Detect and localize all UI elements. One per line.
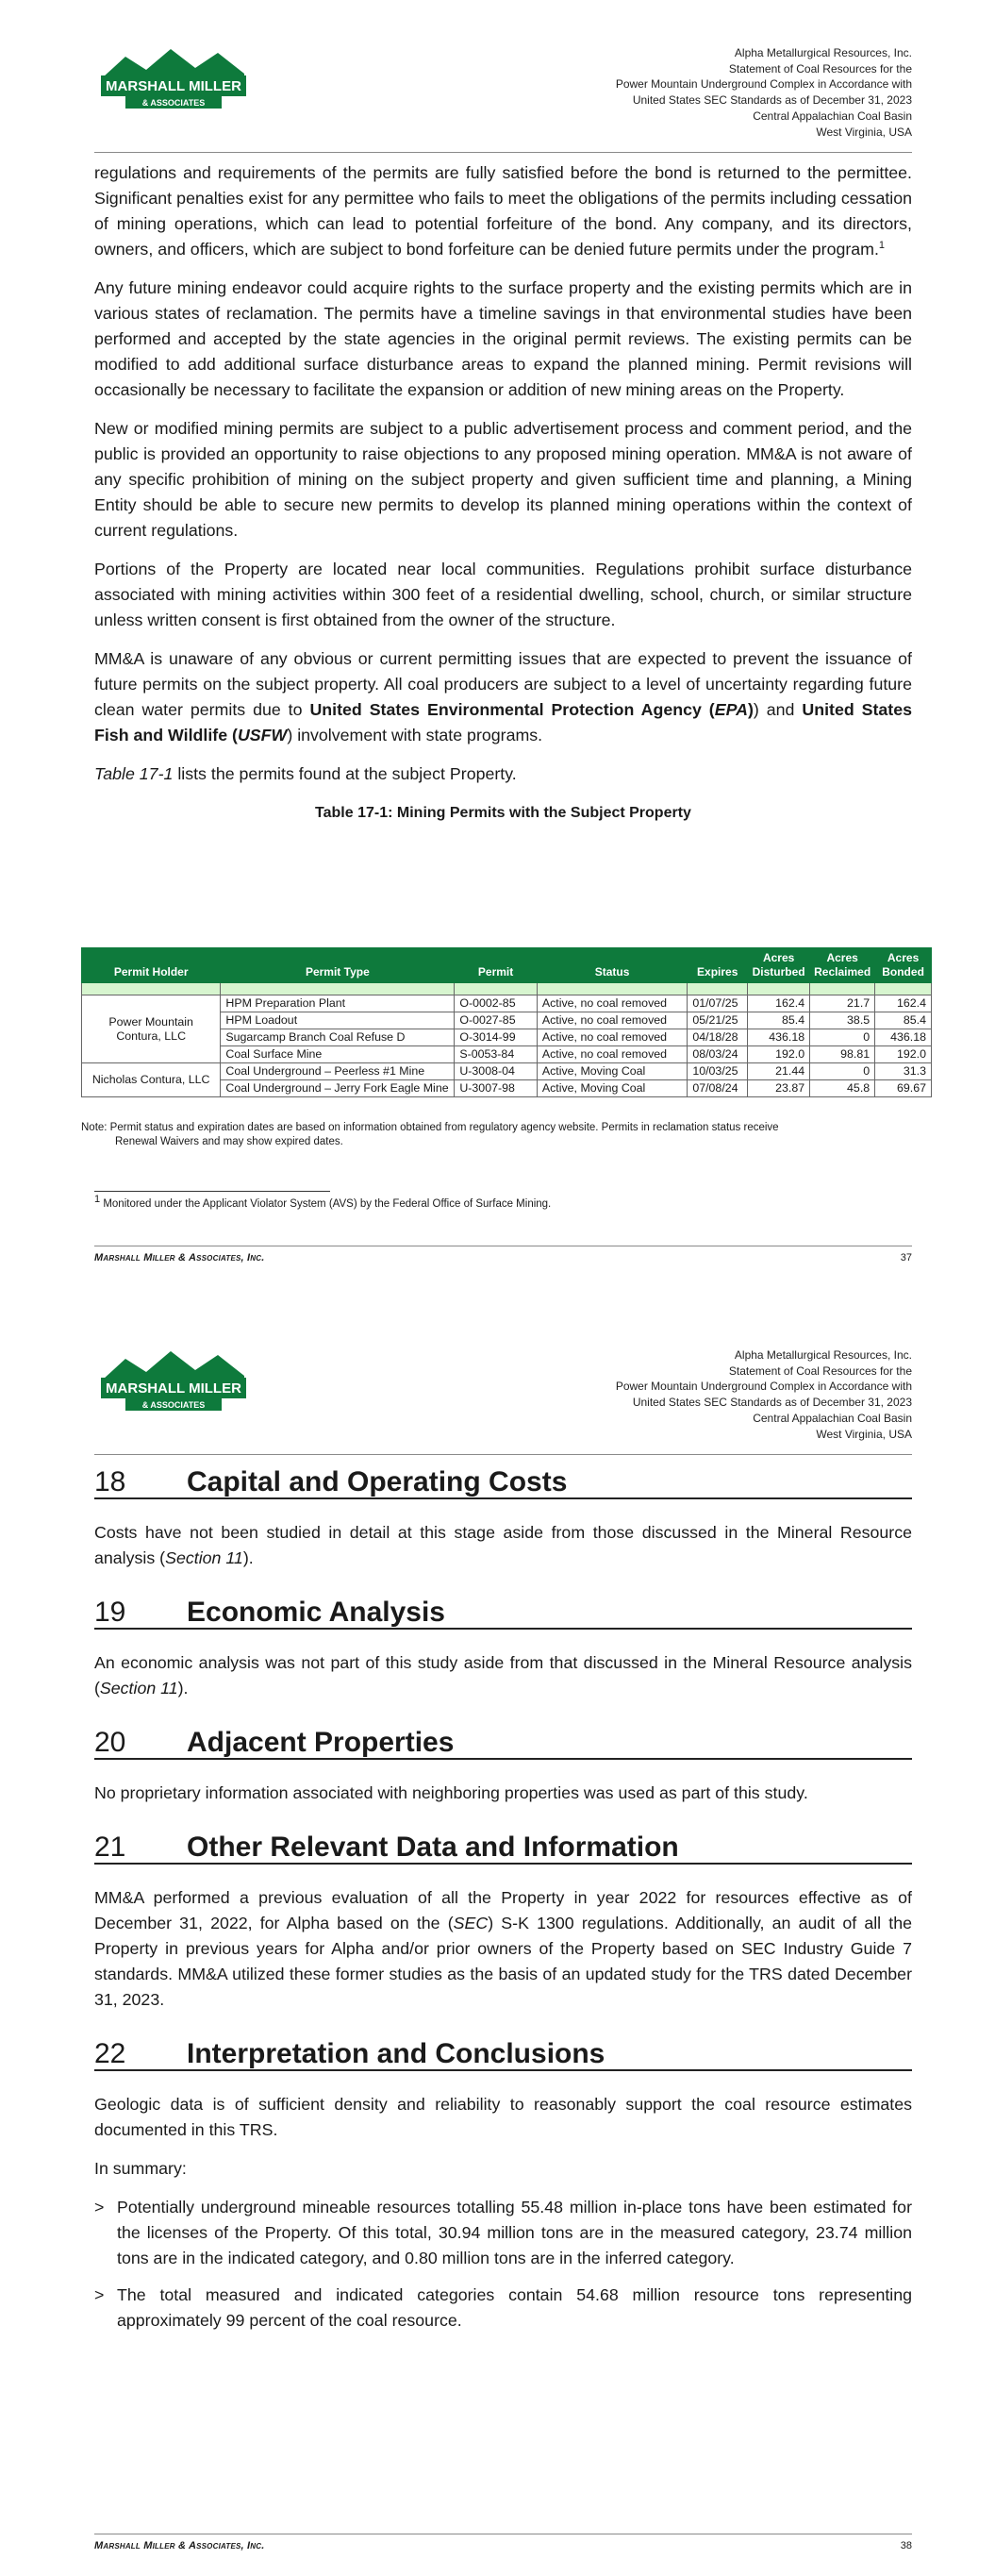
- paragraph: MM&A performed a previous evaluation of all the Property in year 2022 for resources effective as of December 31, 2022, for Alpha based on the (SEC) S-K 1300 regulations. Additionally, an audit of all the Property in previous years for Alpha and/or prior owners of the Property based on SEC Industry Guide 7 standards. MM&A utilized these former studies as the basis of an updated study for the TRS dated December 31, 2023.: [94, 1888, 912, 2009]
- col-header: Expires: [688, 948, 748, 983]
- col-header: Acres Reclaimed: [810, 948, 875, 983]
- table-row: Coal Surface Mine S-0053-84 Active, no coal removed 08/03/24 192.0 98.81 192.0: [82, 1046, 932, 1063]
- table-row: Sugarcamp Branch Coal Refuse D O-3014-99 Active, no coal removed 04/18/28 436.18 0 436.18: [82, 1029, 932, 1046]
- section-heading: 20 Adjacent Properties: [94, 1730, 912, 1760]
- page-38: [0, 1288, 995, 2576]
- table-row: Nicholas Contura, LLC Coal Underground – Peerless #1 Mine U-3008-04 Active, Moving Coal 10/03/25 21.44 0 31.3: [82, 1063, 932, 1080]
- page-footer: [94, 2534, 912, 2551]
- list-item: > The total measured and indicated categories contain 54.68 million resource tons representing approximately 99 percent of the coal resource.: [94, 2285, 912, 2330]
- footer-firm: Marshall Miller & Associates, Inc.: [94, 2540, 265, 2551]
- header-text: Alpha Metallurgical Resources, Inc. Statement of Coal Resources for the Power Mountain Underground Complex in Accordance with United States SEC Standards as of December 31, 2023 Central Appalachian Coal Basin West Virginia, USA: [615, 1348, 912, 1441]
- page-number: 38: [900, 2540, 912, 2551]
- table-row: Coal Underground – Jerry Fork Eagle Mine U-3007-98 Active, Moving Coal 07/08/24 23.87 45.8 69.67: [82, 1080, 932, 1097]
- paragraph: regulations and requirements of the permits are fully satisfied before the bond is returned to the permittee. Significant penalties exist for any permittee who fails to meet the obligations of the permits including cessation of mining operations, which can lead to potential forfeiture of the bond. Any company, and its directors, owners, and officers, which are subject to bond forfeiture can be denied future permits under the program.$^1$: [94, 163, 912, 259]
- paragraph: MM&A is unaware of any obvious or current permitting issues that are expected to prevent the issuance of future permits on the subject property. All coal producers are subject to a level of uncertainty regarding future clean water permits due to United States Environmental Protection Agency (EPA)) and United States Fish and Wildlife (USFW) involvement with state programs.: [94, 649, 912, 744]
- footnote: $^1$ Monitored under the Applicant Violator System (AVS) by the Federal Office of Surface Mining.: [94, 1194, 552, 1210]
- page-38-body: [94, 1466, 912, 2345]
- section-heading: 21 Other Relevant Data and Information: [94, 1834, 912, 1865]
- marshall-miller-logo: [97, 1344, 250, 1413]
- table-row: Power Mountain Contura, LLC HPM Preparation Plant O-0002-85 Active, no coal removed 01/07/25 162.4 21.7 162.4: [82, 995, 932, 1012]
- col-header: Status: [537, 948, 688, 983]
- paragraph: New or modified mining permits are subject to a public advertisement process and comment period, and the public is provided an opportunity to raise objections to any proposed mining operation. MM&A is not aware of any specific prohibition of mining on the subject property and given sufficient time and planning, a Mining Entity should be able to secure new permits to develop its planned mining operations within the context of current regulations.: [94, 419, 912, 540]
- page-number: 37: [900, 1252, 912, 1263]
- svg-text:MARSHALL MILLER: MARSHALL MILLER: [106, 1380, 241, 1397]
- paragraph: Costs have not been studied in detail at this stage aside from those discussed in the Mineral Resource analysis (Section 11).: [94, 1523, 912, 1567]
- page-37-body: [94, 160, 912, 835]
- section-heading: 18 Capital and Operating Costs: [94, 1469, 912, 1499]
- header-text: Alpha Metallurgical Resources, Inc. Statement of Coal Resources for the Power Mountain Underground Complex in Accordance with United States SEC Standards as of December 31, 2023 Central Appalachian Coal Basin West Virginia, USA: [615, 46, 912, 139]
- col-header: Acres Bonded: [875, 948, 932, 983]
- paragraph: In summary:: [94, 2159, 187, 2178]
- paragraph: An economic analysis was not part of this study aside from that discussed in the Mineral Resource analysis (Section 11).: [94, 1653, 912, 1698]
- permit-holder-cell: Power Mountain Contura, LLC: [82, 995, 221, 1063]
- permit-holder-cell: Nicholas Contura, LLC: [82, 1063, 221, 1097]
- paragraph: No proprietary information associated with neighboring properties was used as part of this study.: [94, 1783, 808, 1802]
- page-header: [94, 1340, 912, 1455]
- svg-text:& ASSOCIATES: & ASSOCIATES: [141, 1400, 206, 1410]
- page-header: [94, 38, 912, 153]
- footer-firm: Marshall Miller & Associates, Inc.: [94, 1252, 265, 1263]
- footnote-rule: [94, 1191, 330, 1192]
- col-header: Permit Holder: [82, 948, 221, 983]
- col-header: Acres Disturbed: [748, 948, 810, 983]
- list-item: > Potentially underground mineable resources totalling 55.48 million in-place tons have been estimated for the licenses of the Property. Of this total, 30.94 million tons are in the measured category, 23.74 million tons are in the indicated category, and 0.80 million tons are in the inferred category.: [94, 2198, 912, 2267]
- table-caption: Table 17-1: Mining Permits with the Subject Property: [315, 805, 691, 821]
- page-footer: [94, 1246, 912, 1263]
- permits-table: [81, 947, 932, 1097]
- col-header: Permit Type: [221, 948, 455, 983]
- table-row: HPM Loadout O-0027-85 Active, no coal removed 05/21/25 85.4 38.5 85.4: [82, 1012, 932, 1029]
- paragraph: Any future mining endeavor could acquire rights to the surface property and the existing permits which are in various states of reclamation. The permits have a timeline savings in that environmental studies have been performed and accepted by the state agencies in the original permit reviews. The existing permits can be modified to add additional surface disturbance areas to expand the planned mining. Permit revisions will occasionally be necessary to facilitate the expansion or addition of new mining areas on the Property.: [94, 278, 912, 399]
- paragraph: Portions of the Property are located near local communities. Regulations prohibit surface disturbance associated with mining activities within 300 feet of a residential dwelling, school, church, or similar structure unless written consent is first obtained from the owner of the structure.: [94, 560, 912, 629]
- paragraph: Table 17-1 lists the permits found at the subject Property.: [94, 764, 517, 783]
- table-note: Note: Permit status and expiration dates are based on information obtained from regulatory agency website. Permits in reclamation status receive Renewal Waivers and may show expired dates.: [81, 1122, 779, 1147]
- paragraph: Geologic data is of sufficient density and reliability to reasonably support the coal resource estimates documented in this TRS.: [94, 2095, 912, 2139]
- marshall-miller-logo: [97, 42, 250, 111]
- section-heading: 19 Economic Analysis: [94, 1599, 912, 1630]
- svg-text:MARSHALL MILLER: MARSHALL MILLER: [106, 78, 241, 94]
- col-header: Permit: [455, 948, 537, 983]
- section-heading: 22 Interpretation and Conclusions: [94, 2041, 912, 2071]
- svg-text:& ASSOCIATES: & ASSOCIATES: [141, 98, 206, 108]
